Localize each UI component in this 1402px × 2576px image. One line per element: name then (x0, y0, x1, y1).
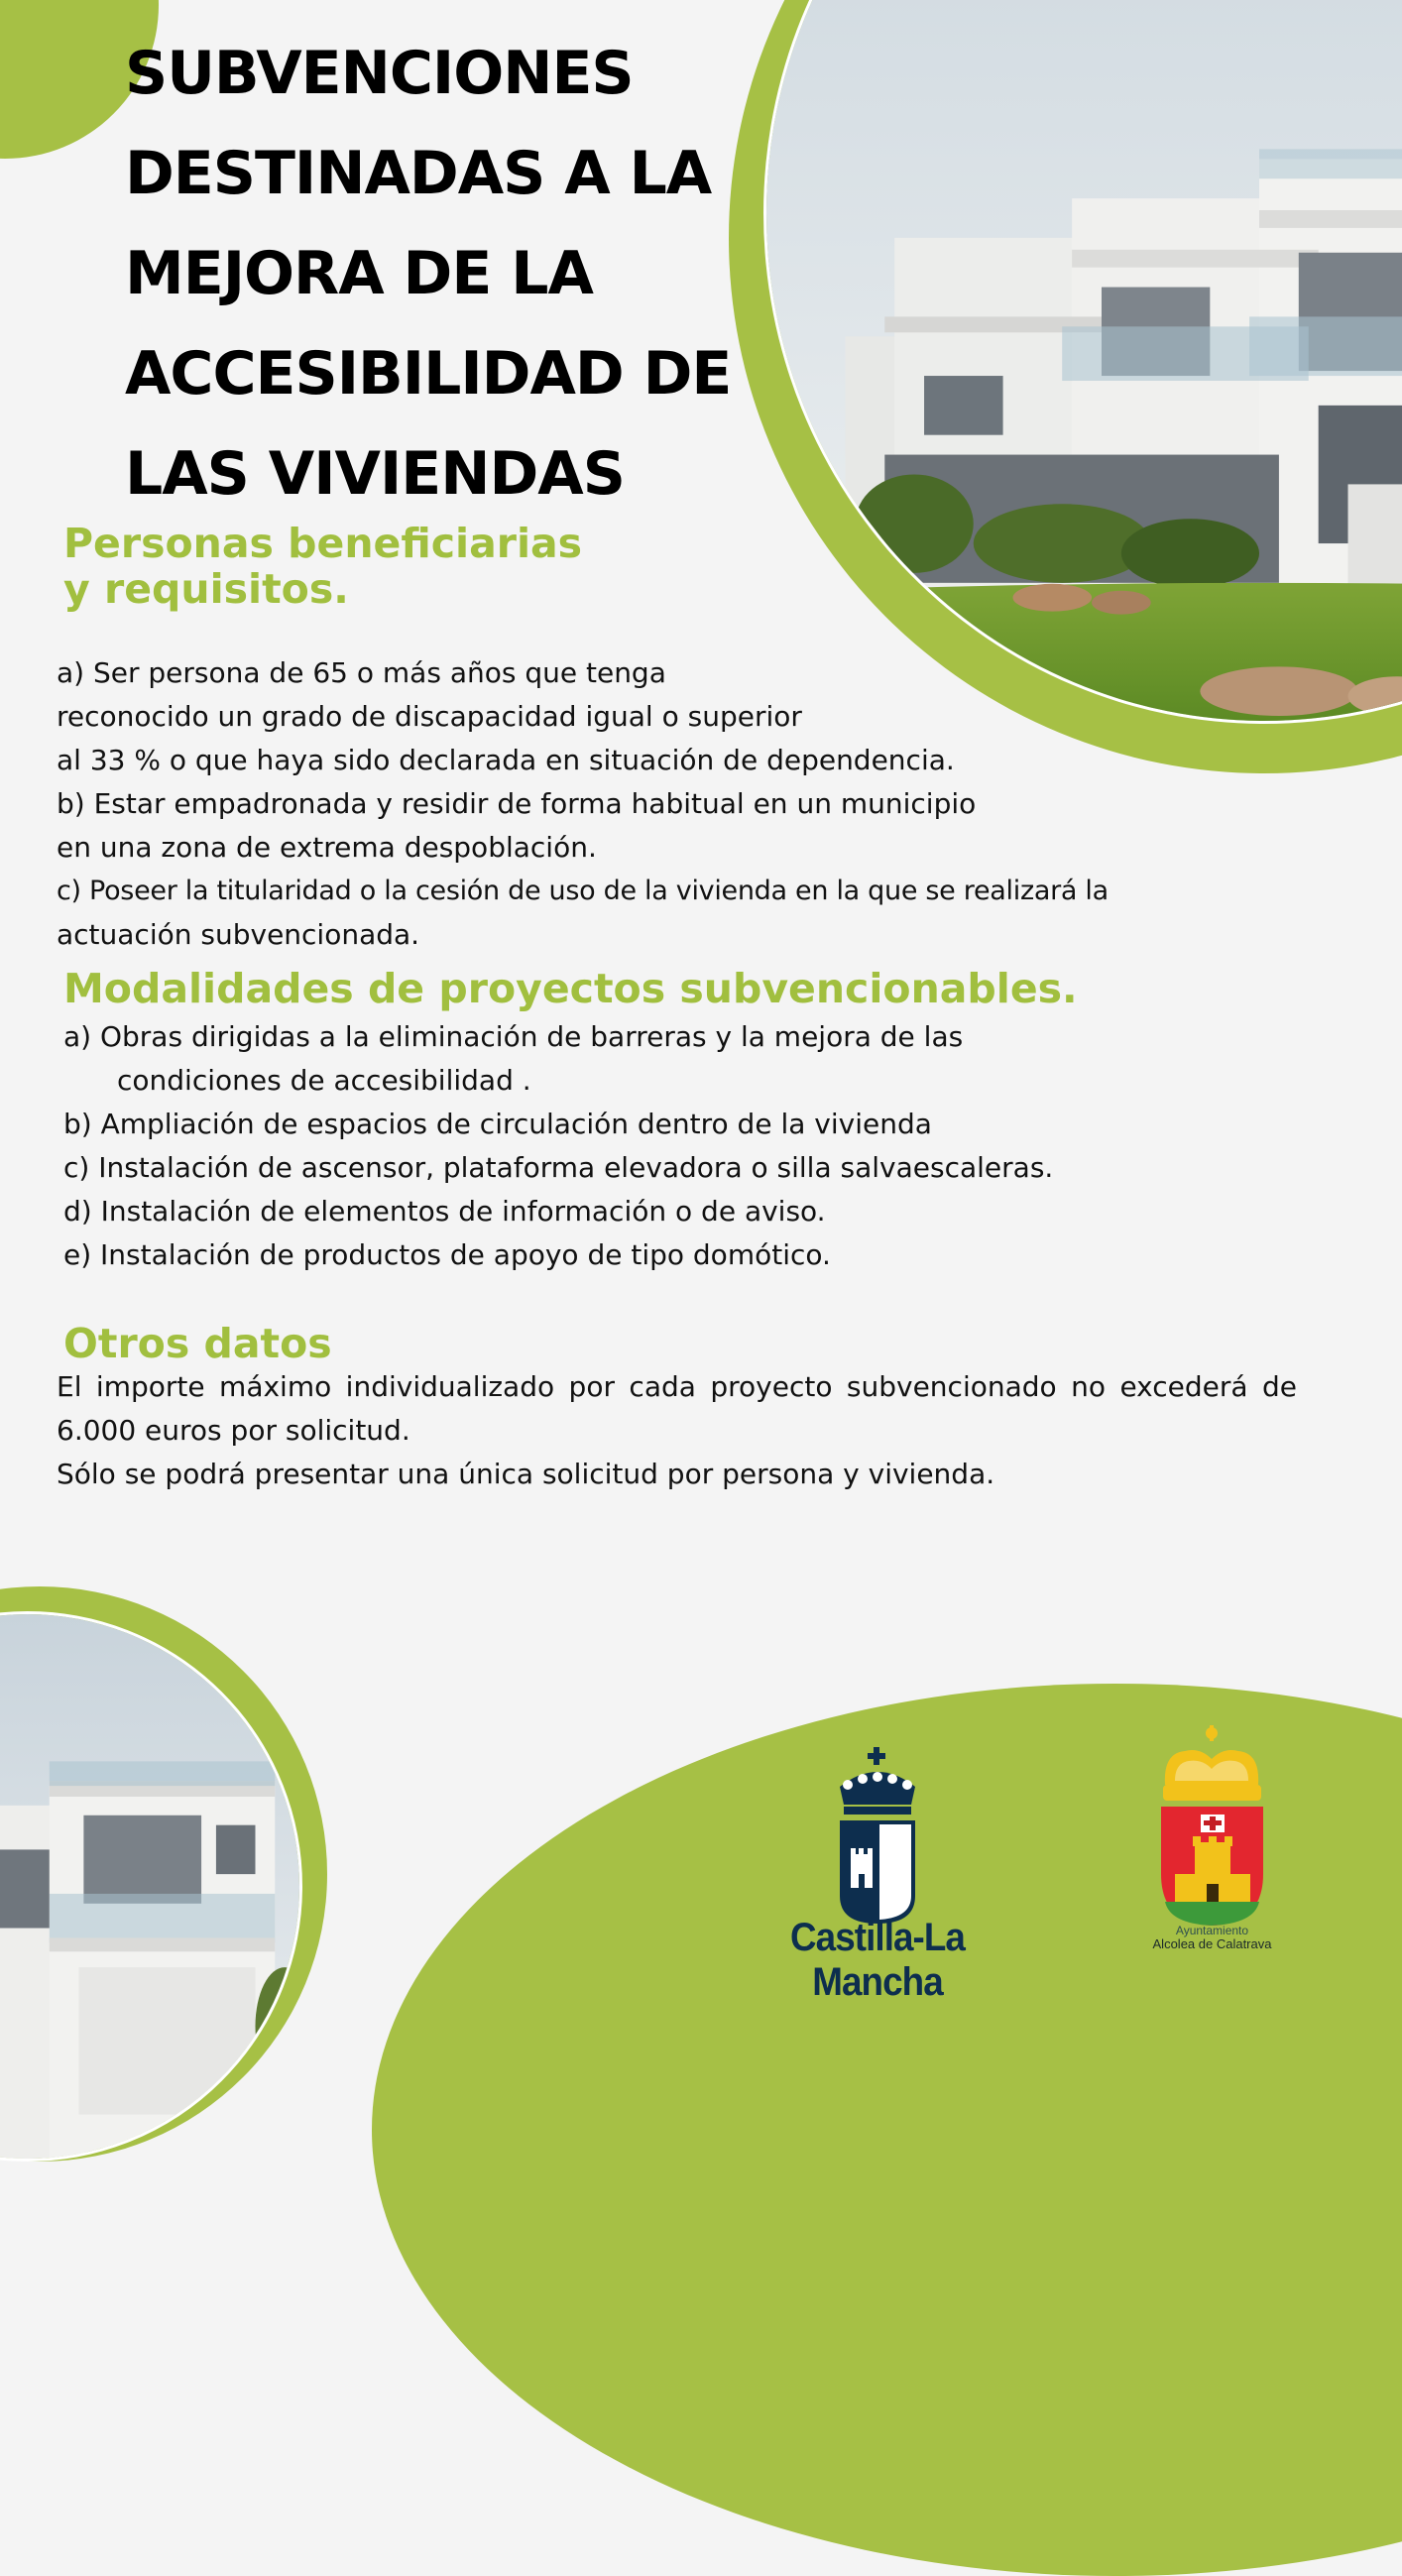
requirement-line: reconocido un grado de discapacidad igual o superior (57, 700, 802, 733)
modalidad-item: c) Instalación de ascensor, plataforma elevadora o silla salvaescaleras. (63, 1151, 1054, 1184)
requirement-line: en una zona de extrema despoblación. (57, 831, 597, 864)
requirement-line: b) Estar empadronada y residir de forma habitual en un municipio (57, 787, 977, 820)
title-line: DESTINADAS A LA (125, 139, 712, 208)
ayuntamiento-caption (1130, 1924, 1294, 1951)
requirement-line: al 33 % o que haya sido declarada en situación de dependencia. (57, 744, 955, 776)
ayuntamiento-label: Ayuntamiento (1175, 1924, 1249, 1937)
castilla-la-mancha-wordmark: Castilla-La Mancha (789, 1916, 965, 2004)
title-line: SUBVENCIONES (125, 39, 634, 108)
page-title (125, 24, 759, 525)
municipality-name: Alcolea de Calatrava (1152, 1936, 1272, 1951)
hero-house-photo (763, 0, 1402, 724)
title-line: LAS VIVIENDAS (125, 439, 625, 509)
requirement-line: c) Poseer la titularidad o la cesión de uso de la vivienda en la que se realizará la (57, 876, 1109, 906)
modalidad-item: e) Instalación de productos de apoyo de tipo domótico. (63, 1238, 831, 1271)
requirement-line: a) Ser persona de 65 o más años que tenga (57, 656, 666, 689)
otros-datos-paragraph-importe: El importe máximo individualizado por cada proyecto subvencionado no excederá de 6.000 euros por solicitud. (57, 1370, 1297, 1447)
beneficiarios-heading (63, 521, 582, 612)
modalidades-list (63, 1015, 1313, 1277)
modalidades-heading: Modalidades de proyectos subvencionables. (63, 965, 1078, 1012)
title-line: ACCESIBILIDAD DE (125, 339, 732, 409)
otros-datos-heading: Otros datos (63, 1320, 332, 1367)
modalidad-item: b) Ampliación de espacios de circulación dentro de la vivienda (63, 1108, 932, 1140)
modalidad-item-continuation: condiciones de accesibilidad . (117, 1064, 531, 1097)
alcolea-coat-of-arms (1155, 1725, 1269, 1933)
modalidad-item: d) Instalación de elementos de información o de aviso. (63, 1195, 826, 1228)
heading-line: y requisitos. (63, 565, 349, 613)
requirement-line: actuación subvencionada. (57, 918, 420, 951)
heading-line: Personas beneficiarias (63, 520, 583, 567)
beneficiarios-list (57, 651, 1306, 957)
title-line: MEJORA DE LA (125, 239, 593, 308)
modalidad-item: a) Obras dirigidas a la eliminación de barreras y la mejora de las (63, 1020, 964, 1053)
otros-datos-paragraph-solicitud: Sólo se podrá presentar una única solicitud por persona y vivienda. (57, 1458, 995, 1490)
